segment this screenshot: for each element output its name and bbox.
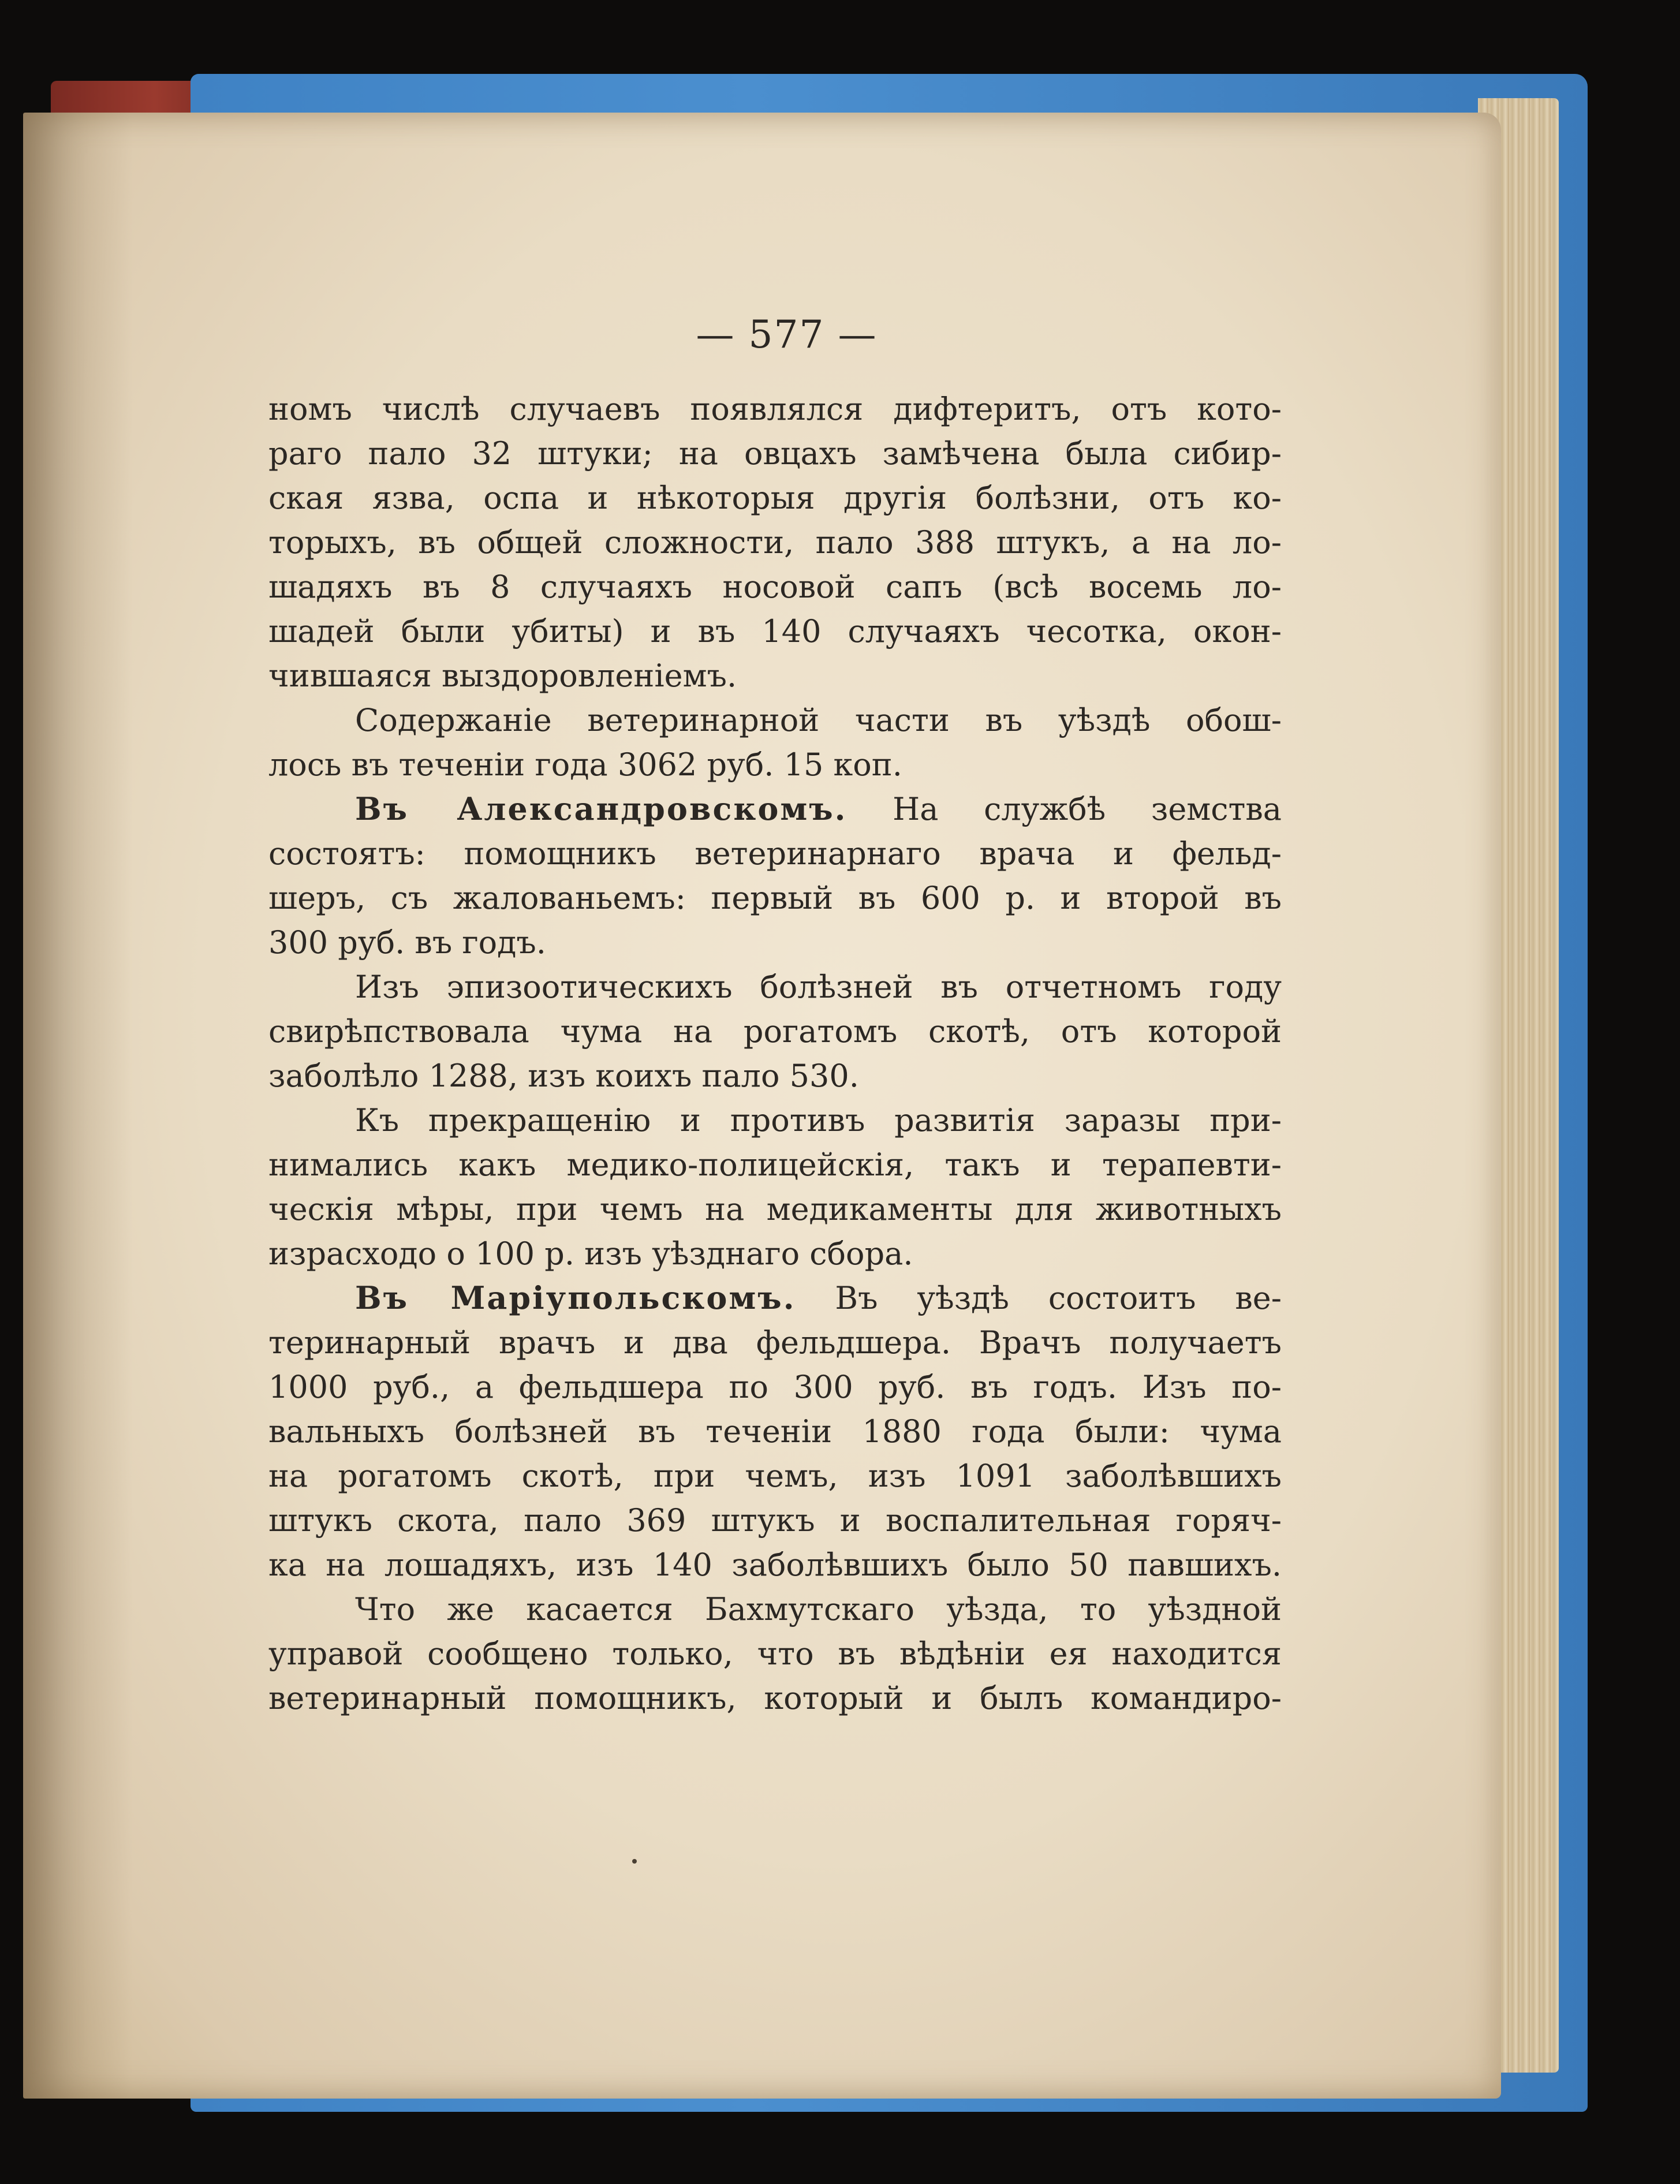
- text-line: номъ числѣ случаевъ появлялся дифтеритъ, отъ кото-: [268, 391, 1282, 427]
- text-line: Что же касается Бахмутскаго уѣзда, то уѣздной: [355, 1591, 1282, 1627]
- page-gutter: [23, 113, 133, 2099]
- section-line-mariupol: [268, 1276, 1282, 1320]
- text-line: лось въ теченіи года 3062 руб. 15 коп.: [268, 746, 902, 783]
- text-line: шадяхъ въ 8 случаяхъ носовой сапъ (всѣ восемь ло-: [268, 569, 1282, 605]
- text-line: штукъ скота, пало 369 штукъ и воспалительная горяч-: [268, 1502, 1282, 1539]
- text-line: ветеринарный помощникъ, который и былъ командиро-: [268, 1680, 1282, 1716]
- text-line: ская язва, оспа и нѣкоторыя другія болѣзни, отъ ко-: [268, 480, 1282, 516]
- page-text: [268, 312, 1282, 1720]
- section-line-text: Въ уѣздѣ состоитъ ве-: [796, 1280, 1282, 1316]
- section-heading-aleksandrovsk: Въ Александровскомъ.: [355, 790, 848, 827]
- page-number: — 577 —: [696, 312, 878, 357]
- text-line: Содержаніе ветеринарной части въ уѣздѣ обош-: [355, 702, 1282, 738]
- text-line: шадей были убиты) и въ 140 случаяхъ чесотка, окон-: [268, 613, 1282, 649]
- text-line: ка на лошадяхъ, изъ 140 заболѣвшихъ было 50 павшихъ.: [268, 1547, 1282, 1583]
- text-line: 300 руб. въ годъ.: [268, 924, 546, 961]
- paper-speck: [632, 1859, 637, 1864]
- text-line: 1000 руб., а фельдшера по 300 руб. въ годъ. Изъ по-: [268, 1369, 1282, 1405]
- text-line: шеръ, съ жалованьемъ: первый въ 600 р. и второй въ: [268, 880, 1282, 916]
- text-line: Къ прекращенію и противъ развитія заразы при-: [355, 1102, 1282, 1138]
- text-line: теринарный врачъ и два фельдшера. Врачъ получаетъ: [268, 1324, 1282, 1361]
- text-line: торыхъ, въ общей сложности, пало 388 штукъ, а на ло-: [268, 524, 1282, 561]
- text-line: на рогатомъ скотѣ, при чемъ, изъ 1091 заболѣвшихъ: [268, 1458, 1282, 1494]
- text-line: нимались какъ медико-полицейскія, такъ и терапевти-: [268, 1147, 1282, 1183]
- text-line: израсходо о 100 р. изъ уѣзднаго сбора.: [268, 1235, 913, 1272]
- section-line-aleksandrovsk: [268, 787, 1282, 831]
- text-line: управой сообщено только, что въ вѣдѣніи ея находится: [268, 1636, 1282, 1672]
- text-line: ческія мѣры, при чемъ на медикаменты для животныхъ: [268, 1191, 1282, 1227]
- text-line: состоятъ: помощникъ ветеринарнаго врача и фельд-: [268, 835, 1282, 872]
- section-heading-mariupol: Въ Маріупольскомъ.: [355, 1279, 796, 1316]
- text-line: Изъ эпизоотическихъ болѣзней въ отчетномъ году: [355, 969, 1282, 1005]
- section-line-text: На службѣ земства: [847, 791, 1282, 827]
- text-line: раго пало 32 штуки; на овцахъ замѣчена была сибир-: [268, 435, 1282, 472]
- text-line: свирѣпствовала чума на рогатомъ скотѣ, отъ которой: [268, 1013, 1282, 1050]
- text-line: чившаяся выздоровленіемъ.: [268, 658, 737, 694]
- text-line: заболѣло 1288, изъ коихъ пало 530.: [268, 1058, 859, 1094]
- text-line: вальныхъ болѣзней въ теченіи 1880 года были: чума: [268, 1413, 1282, 1450]
